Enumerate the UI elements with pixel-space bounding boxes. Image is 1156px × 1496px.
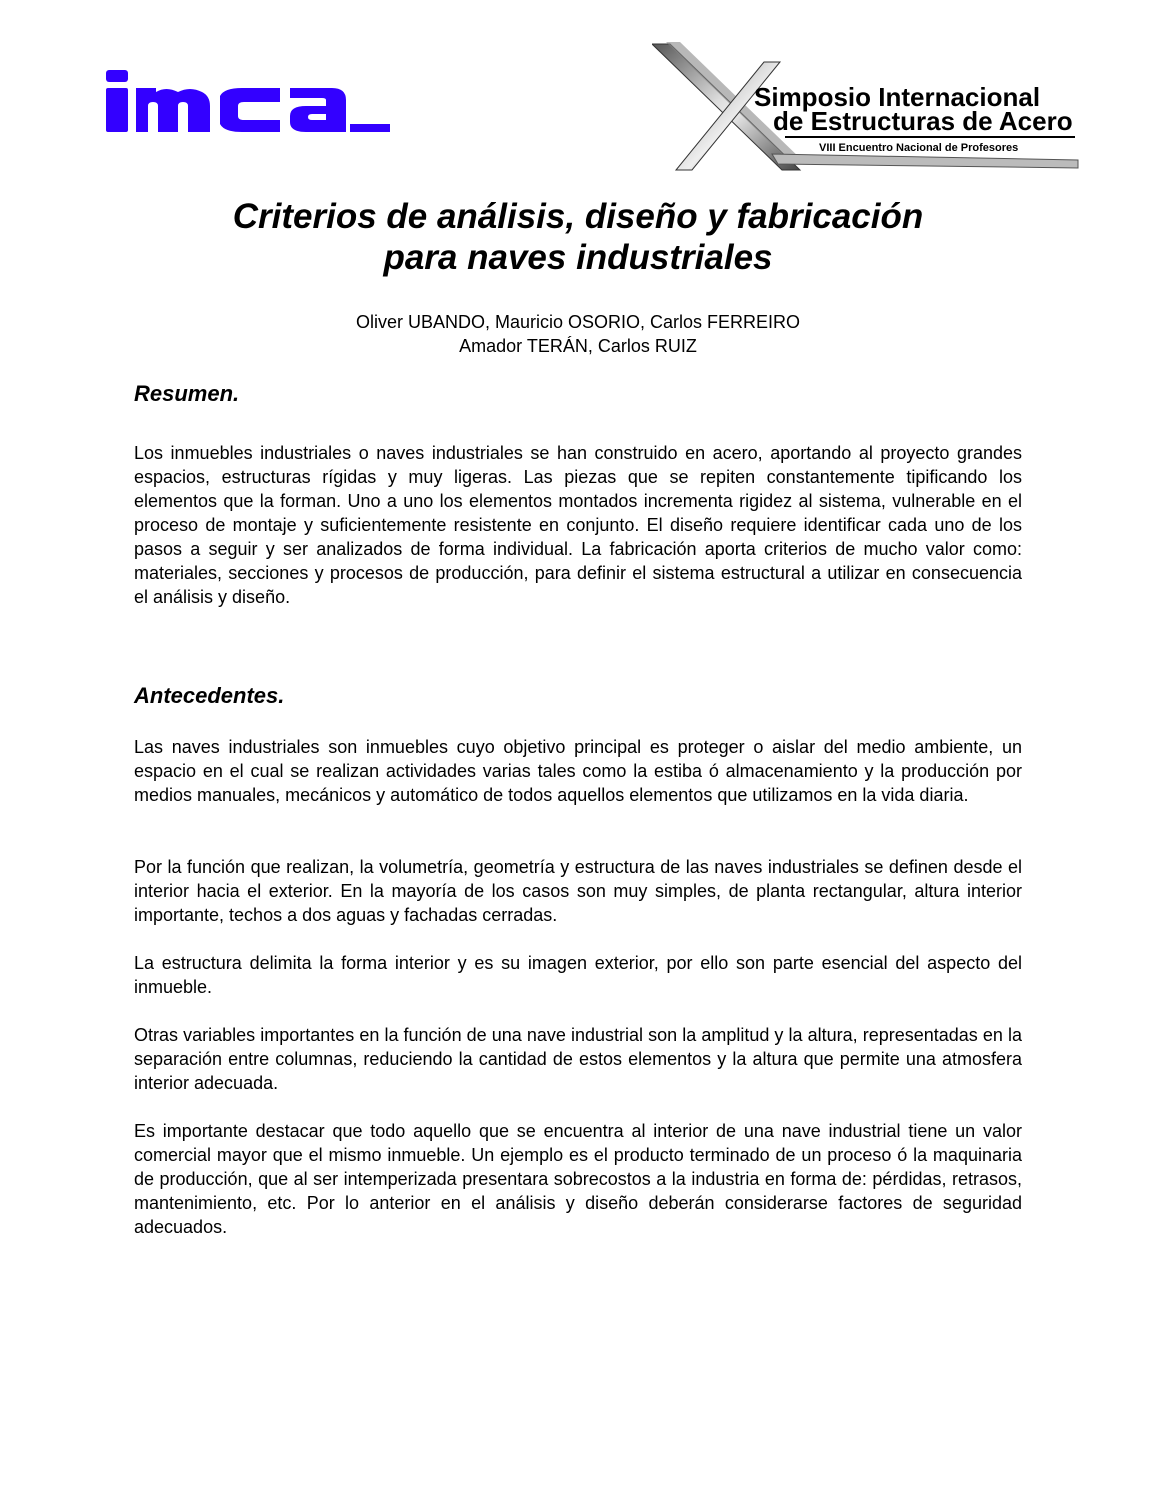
imca-logo [104,66,394,138]
resumen-paragraph: Los inmuebles industriales o naves industriales se han construido en acero, aportando al proyecto grandes espacios, estructuras rígidas y muy ligeras. Las piezas que se repiten constantemente tipificando los elementos que la forman. Uno a uno los elementos montados incrementa rigidez al sistema, vulnerable en el proceso de montaje y suficientemente resistente en conjunto. El diseño requiere identificar cada uno de los pasos a seguir y ser analizados de forma individual. La fabricación aporta criterios de mucho valor como: materiales, secciones y procesos de producción, para definir el sistema estructural a utilizar en consecuencia el análisis y diseño. [134,443,1022,607]
antecedentes-paragraph-2: Por la función que realizan, la volumetría, geometría y estructura de las naves industriales se definen desde el interior hacia el exterior. En la mayoría de los casos son muy simples, de planta rectangular, altura interior importante, techos a dos aguas y fachadas cerradas. [134,857,1022,925]
title-line1: Criterios de análisis, diseño y fabricación [232,197,924,236]
antecedentes-paragraph-3: La estructura delimita la forma interior y es su imagen exterior, por ello son parte esencial del aspecto del inmueble. [134,953,1022,997]
title-line2: para naves industriales [383,238,773,277]
authors-line1: Oliver UBANDO, Mauricio OSORIO, Carlos FERREIRO [355,312,801,332]
heading-antecedentes: Antecedentes. [134,683,285,708]
symposium-title-line2: de Estructuras de Acero [773,106,1073,136]
symposium-subtitle: VIII Encuentro Nacional de Profesores [819,142,1019,154]
symposium-logo [652,42,1082,172]
document-title [0,196,1156,278]
antecedentes-paragraph-1: Las naves industriales son inmuebles cuyo objetivo principal es proteger o aislar del medio ambiente, un espacio en el cual se realizan actividades varias tales como la estiba ó almacenamiento y la producción por medios manuales, mecánicos y automático de todos aquellos elementos que utilizamos en la vida diaria. [134,737,1022,805]
authors [0,310,1156,358]
antecedentes-paragraph-5: Es importante destacar que todo aquello que se encuentra al interior de una nave industrial tiene un valor comercial mayor que el mismo inmueble. Un ejemplo es el producto terminado de un proceso ó la maquinaria de producción, que al ser intemperizada presentara sobrecostos a la industria en forma de: pérdidas, retrasos, mantenimiento, etc. Por lo anterior en el análisis y diseño deberán considerarse factores de seguridad adecuados. [134,1121,1022,1237]
heading-resumen: Resumen. [134,381,240,406]
antecedentes-paragraph-4: Otras variables importantes en la función de una nave industrial son la amplitud y la altura, representadas en la separación entre columnas, reduciendo la cantidad de estos elementos y la altura que permite una atmosfera interior adecuada. [134,1025,1022,1093]
symposium-title-line1: Simposio Internacional [754,82,1041,112]
authors-line2: Amador TERÁN, Carlos RUIZ [459,336,697,356]
